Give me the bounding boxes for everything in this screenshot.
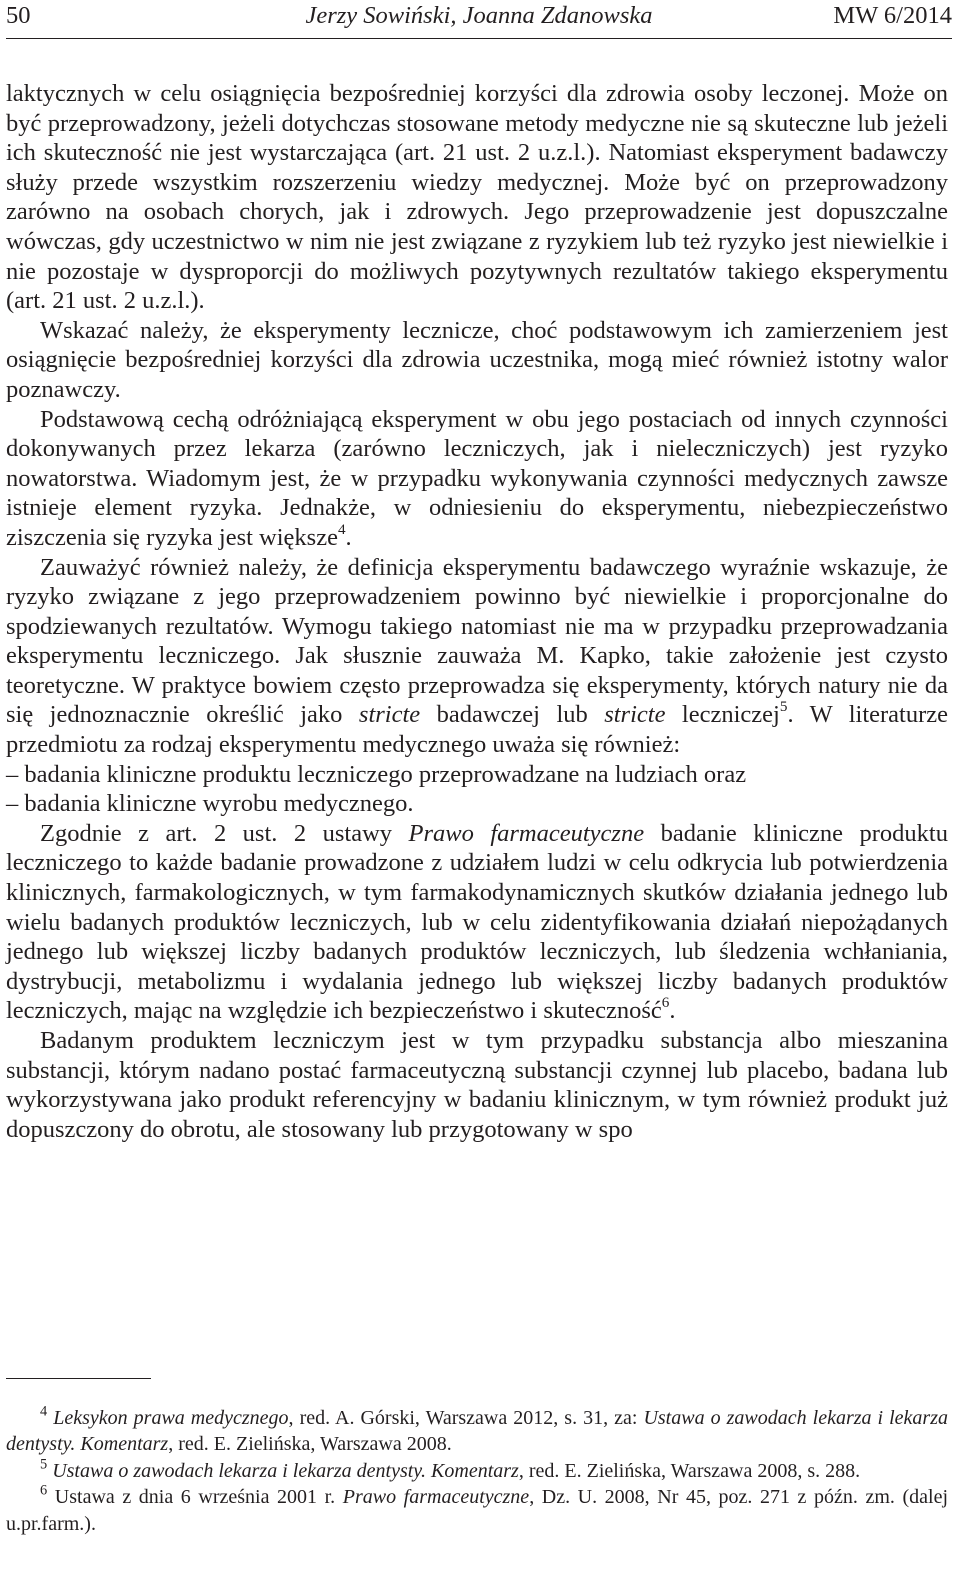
- paragraph: Podstawową cechą odróżniającą eksperyment w obu jego postaciach od innych czynności dokonywanych przez lekarza (zarówno leczniczych, jak i nieleczniczych) jest ryzyko nowatorstwa. Wiadomym jest, że w przypadku wykonywania czynności medycznych zawsze istnieje element ryzyka. Jednakże, w odniesieniu do eksperymentu, niebezpieczeństwo ziszczenia się ryzyka jest większe$^4$.: [6, 405, 948, 551]
- running-head-authors: Jerzy Sowiński, Joanna Zdanowska: [305, 2, 653, 29]
- footnote-ref-4[interactable]: 4: [337, 520, 346, 538]
- paragraph: Zauważyć również należy, że definicja eksperymentu badawczego wyraźnie wskazuje, że ryzyko związane z jego przeprowadzeniem powinno być niewielkie i proporcjonalne do spodziewanych rezultatów. Wymogu takiego natomiast nie ma w przypadku przeprowadzania eksperymentu leczniczego. Jak słusznie zauważa M. Kapko, takie założenie jest czysto teoretyczne. W praktyce bowiem często przeprowadza się eksperymenty, których natury nie da się jednoznacznie określić jako stricte badawczej lub stricte leczniczej$^5$. W literaturze przedmiotu za rodzaj eksperymentu medycznego uważa się również:: [6, 553, 949, 759]
- footnote-rule: [6, 1378, 151, 1379]
- act-title: Prawo farmaceutyczne: [408, 819, 645, 847]
- paragraph: Badanym produktem leczniczym jest w tym przypadku substancja albo mieszanina substancji, którym nadano postać farmaceutyczną substancji czynnej lub placebo, badana lub wykorzystywana jako produkt referencyjny w badaniu klinicznym, w tym również produkt już dopuszczony do obrotu, ale stosowany lub przygotowany w spo: [6, 1027, 948, 1143]
- footnote-5: $^5$ Ustawa o zawodach lekarza i lekarza dentysty. Komentarz, red. E. Zielińska, Warszawa 2008, s. 288.: [40, 1456, 861, 1482]
- list-item: – badania kliniczne wyrobu medycznego.: [6, 790, 414, 818]
- paragraph-continued: laktycznych w celu osiągnięcia bezpośredniej korzyści dla zdrowia osoby leczonej. Może on być przeprowadzony, jeżeli dotychczas stosowane metody medyczne nie są skuteczne lub jeżeli ich skuteczność nie jest wystarczająca (art. 21 ust. 2 u.z.l.). Natomiast eksperyment badawczy służy przede wszystkim rozszerzeniu wiedzy medycznej. Może być on przeprowadzony zarówno na osobach chorych, jak i zdrowych. Jego przeprowadzenie jest dopuszczalne wówczas, gdy uczestnictwo w nim nie jest związane z ryzykiem lub też ryzyko jest niewielkie i nie pozostaje w dysproporcji do możliwych pozytywnych rezultatów takiego eksperymentu (art. 21 ust. 2 u.z.l.).: [6, 80, 948, 315]
- paragraph: Wskazać należy, że eksperymenty lecznicze, choć podstawowym ich zamierzeniem jest osiągnięcie bezpośredniej korzyści dla zdrowia uczestnika, mogą mieć również istotny walor poznawczy.: [6, 316, 948, 403]
- footnote-6: $^6$ Ustawa z dnia 6 września 2001 r. Prawo farmaceutyczne, Dz. U. 2008, Nr 45, poz. 271 z późn. zm. (dalej u.pr.farm.).: [6, 1482, 948, 1535]
- footnote-4: $^4$ Leksykon prawa medycznego, red. A. Górski, Warszawa 2012, s. 31, za: Ustawa o zawodach lekarza i lekarza dentysty. Komentarz, red. E. Zielińska, Warszawa 2008.: [6, 1403, 948, 1456]
- footnotes: [6, 1405, 948, 1537]
- emphasis: stricte: [604, 701, 666, 729]
- paragraph: Zgodnie z art. 2 ust. 2 ustawy Prawo farmaceutyczne badanie kliniczne produktu leczniczego to każde badanie prowadzone z udziałem ludzi w celu odkrycia lub potwierdzenia klinicznych, farmakologicznych, w tym farmakodynamicznych skutków działania jednego lub wielu badanych produktów leczniczych, lub w celu zidentyfikowania działań niepożądanych jednego lub większej liczby badanych produktów leczniczych, lub śledzenia wchłaniania, dystrybucji, metabolizmu i wydalania jednego lub większej liczby badanych produktów leczniczych, mając na względzie ich bezpieczeństwo i skuteczność$^6$.: [6, 819, 948, 1025]
- body-text: [6, 79, 948, 1144]
- footnote-ref-5[interactable]: 5: [779, 698, 788, 716]
- footnote-number: 5: [40, 1456, 48, 1473]
- running-head-journal: MW 6/2014: [833, 2, 952, 29]
- emphasis: stricte: [358, 701, 421, 729]
- header-rule: [6, 38, 952, 39]
- footnote-number: 6: [40, 1482, 48, 1499]
- running-head: [6, 1, 952, 31]
- footnote-number: 4: [40, 1403, 48, 1420]
- footnote-ref-6[interactable]: 6: [661, 994, 670, 1012]
- list-item: – badania kliniczne produktu leczniczego przeprowadzane na ludziach oraz: [6, 760, 747, 788]
- page-number: 50: [6, 2, 31, 29]
